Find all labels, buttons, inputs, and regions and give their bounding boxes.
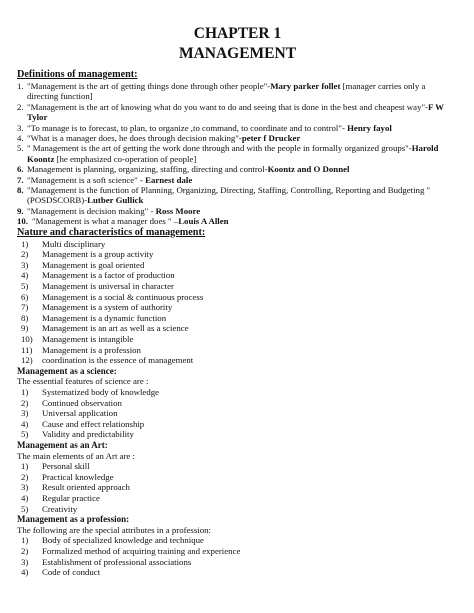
definition-source: Mary parker follet [270, 81, 341, 91]
list-item [21, 345, 458, 356]
item-text: Management is a profession [42, 344, 141, 355]
definition-note: [he emphasized co-operation of people] [54, 153, 197, 164]
item-number: 2) [21, 471, 29, 482]
item-text: Personal skill [42, 461, 90, 472]
list-item [17, 133, 458, 143]
definitions-list [17, 81, 458, 227]
definition-source: Henry fayol [347, 122, 392, 133]
art-heading: Management as an Art: [17, 439, 108, 450]
science-heading: Management as a science: [17, 365, 117, 376]
definition-text: "What is a manager does, he does through decision making"- [27, 133, 242, 144]
list-item [21, 408, 458, 419]
list-item [21, 482, 458, 493]
item-number: 4) [21, 270, 29, 281]
definition-source: Ross Moore [155, 205, 201, 216]
item-text: coordination is the essence of management [42, 355, 194, 366]
definition-source: Koontz and O Donnel [267, 164, 350, 175]
list-item [21, 249, 458, 260]
item-number: 5. [17, 143, 24, 154]
item-number: 4) [21, 567, 29, 578]
list-item [21, 323, 458, 334]
definition-text: Management is planning, organizing, staffing, directing and control- [27, 164, 268, 175]
list-item [17, 102, 458, 123]
list-item [21, 334, 458, 345]
item-number: 12) [21, 355, 33, 366]
list-item [21, 398, 458, 409]
page-title: MANAGEMENT [178, 45, 297, 62]
list-item [21, 535, 458, 546]
science-intro: The essential features of science are : [17, 376, 149, 387]
item-number: 2) [21, 249, 29, 260]
profession-list [17, 535, 458, 577]
item-number: 1. [17, 81, 24, 91]
list-item [17, 123, 458, 133]
profession-intro: The following are the special attributes in a profession: [17, 524, 211, 535]
list-item [21, 270, 458, 281]
list-item [21, 260, 458, 271]
item-text: Practical knowledge [42, 471, 114, 482]
item-number: 5) [21, 503, 29, 514]
item-number: 6. [17, 164, 24, 175]
item-text: Management is a social & continuous process [42, 291, 204, 302]
item-number: 1) [21, 238, 29, 249]
item-text: Establishment of professional associations [42, 556, 192, 567]
list-item [21, 472, 458, 483]
item-number: 6) [21, 291, 29, 302]
item-text: Management is a group activity [42, 249, 154, 260]
list-item [21, 239, 458, 250]
definition-source: Earnest dale [145, 174, 193, 185]
list-item [21, 292, 458, 303]
list-item [21, 504, 458, 515]
list-item [17, 164, 458, 174]
list-item [21, 281, 458, 292]
list-item [21, 429, 458, 440]
list-item [21, 302, 458, 313]
item-text: Validity and predictability [42, 429, 134, 440]
science-list [17, 387, 458, 440]
item-text: Management is a factor of production [42, 270, 175, 281]
item-number: 1) [21, 535, 29, 546]
item-text: Formalized method of acquiring training and experience [42, 545, 241, 556]
item-number: 8) [21, 312, 29, 323]
list-item [21, 557, 458, 568]
list-item [21, 313, 458, 324]
definition-note: [manager carries only a directing function] [27, 81, 426, 102]
item-number: 1) [21, 387, 29, 397]
item-number: 3) [21, 259, 29, 270]
item-text: Creativity [42, 503, 78, 514]
item-number: 8. [17, 185, 24, 196]
definition-source: Lutber Gullick [87, 195, 144, 206]
item-text: Result oriented approach [42, 482, 130, 493]
item-number: 9) [21, 323, 29, 334]
item-number: 2. [17, 101, 24, 112]
definition-text: "Management is the function of Planning, Organizing, Directing, Staffing, Controlling, Reporting and Budgeting " (POSDSCORB)- [27, 185, 431, 206]
item-number: 5) [21, 429, 29, 440]
item-text: Universal application [42, 408, 118, 419]
chapter-label: CHAPTER 1 [193, 25, 282, 42]
definition-text: "Management is the art of getting things done through other people"- [27, 81, 271, 91]
item-number: 3. [17, 122, 24, 133]
definition-text: "Management is decision making" - [27, 205, 156, 216]
item-text: Management is universal in character [42, 281, 174, 292]
list-item [17, 216, 458, 226]
item-number: 11) [21, 344, 33, 355]
item-number: 3) [21, 482, 29, 493]
item-number: 3) [21, 556, 29, 567]
definition-source: F W Tylor [27, 101, 444, 123]
definition-text: "Management is what a manager does " – [32, 216, 179, 227]
list-item [17, 81, 458, 102]
item-number: 4) [21, 418, 29, 429]
list-item [21, 419, 458, 430]
definition-source: peter f Drucker [241, 133, 301, 144]
item-text: Body of specialized knowledge and technique [42, 535, 204, 546]
item-text: Regular practice [42, 492, 100, 503]
definition-text: "Management is the art of knowing what do you want to do and seeing that is done in the best and cheapest way"- [27, 101, 428, 112]
list-item [17, 206, 458, 216]
item-text: Cause and effect relationship [42, 418, 145, 429]
definition-source: Harold Koontz [27, 143, 439, 164]
list-item [21, 355, 458, 366]
item-number: 9. [17, 205, 24, 216]
definition-text: " Management is the art of getting the work done through and with the people in formally organized groups"- [27, 143, 412, 154]
item-text: Management is goal oriented [42, 259, 145, 270]
definition-text: "To manage is to forecast, to plan, to organize ,to command, to coordinate and to control"- [27, 122, 348, 133]
art-list [17, 461, 458, 514]
item-number: 7) [21, 302, 29, 313]
item-text: Management is a system of authority [42, 302, 173, 313]
list-item [17, 185, 458, 206]
list-item [17, 143, 458, 164]
item-text: Management is an art as well as a science [42, 323, 189, 334]
item-text: Continued observation [42, 397, 122, 408]
list-item [17, 175, 458, 185]
item-number: 5) [21, 281, 29, 292]
item-number: 10) [21, 334, 33, 345]
item-text: Code of conduct [42, 567, 101, 578]
item-number: 4) [21, 492, 29, 503]
item-number: 10. [17, 216, 28, 227]
list-item [21, 546, 458, 557]
list-item [21, 567, 458, 578]
profession-heading: Management as a profession: [17, 514, 130, 525]
art-intro: The main elements of an Art are : [17, 450, 135, 461]
definition-text: "Management is a soft science" - [27, 174, 146, 185]
item-text: Systematized body of knowledge [42, 387, 160, 397]
item-number: 3) [21, 408, 29, 419]
list-item [21, 493, 458, 504]
item-text: Management is intangible [42, 334, 134, 345]
definitions-heading: Definitions of management: [17, 69, 138, 80]
item-number: 1) [21, 461, 29, 472]
nature-heading: Nature and characteristics of management: [17, 226, 206, 238]
item-text: Management is a dynamic function [42, 312, 167, 323]
list-item [21, 461, 458, 472]
item-number: 7. [17, 174, 24, 185]
item-number: 2) [21, 545, 29, 556]
nature-list [17, 239, 458, 366]
item-text: Multi disciplinary [42, 238, 106, 249]
item-number: 2) [21, 397, 29, 408]
list-item [21, 387, 458, 398]
item-number: 4. [17, 133, 24, 144]
definition-source: Louis A Allen [178, 216, 229, 227]
